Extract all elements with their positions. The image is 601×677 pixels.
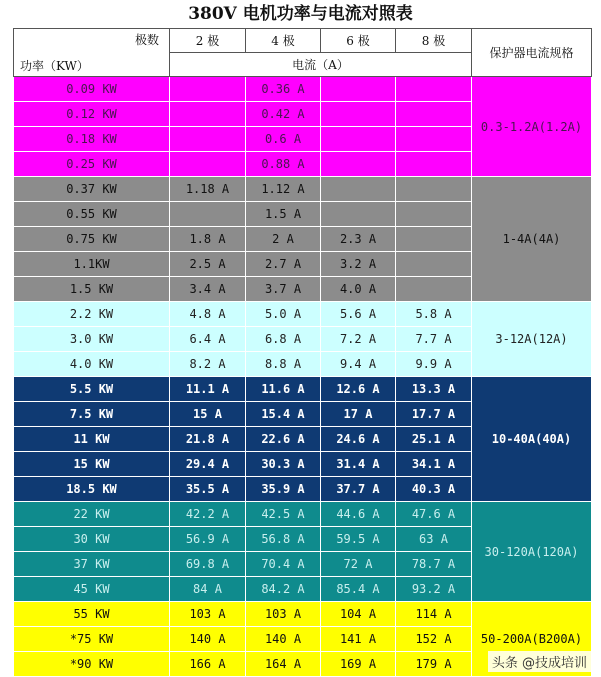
current-cell: 70.4 A [246,552,321,577]
power-label: 功率（KW） [20,59,89,73]
current-cell: 12.6 A [321,377,396,402]
protector-spec-cell: 50-200A(B200A) [472,602,592,677]
current-cell [396,127,472,152]
current-cell: 166 A [170,652,246,677]
current-cell: 114 A [396,602,472,627]
current-cell [321,77,396,102]
current-cell: 85.4 A [321,577,396,602]
current-cell: 1.8 A [170,227,246,252]
current-cell: 6.4 A [170,327,246,352]
current-cell: 103 A [170,602,246,627]
current-unit-header: 电流（A） [170,53,472,77]
power-cell: 1.5 KW [14,277,170,302]
current-cell: 22.6 A [246,427,321,452]
current-cell: 1.18 A [170,177,246,202]
current-cell: 2.3 A [321,227,396,252]
current-cell: 140 A [170,627,246,652]
protector-spec-cell: 30-120A(120A) [472,502,592,602]
current-cell: 11.6 A [246,377,321,402]
current-cell: 13.3 A [396,377,472,402]
current-cell: 7.7 A [396,327,472,352]
current-cell: 169 A [321,652,396,677]
table-row [14,77,592,102]
current-cell: 42.2 A [170,502,246,527]
current-cell [170,202,246,227]
current-cell: 78.7 A [396,552,472,577]
current-cell: 3.7 A [246,277,321,302]
protector-spec-cell: 0.3-1.2A(1.2A) [472,77,592,177]
current-cell: 56.8 A [246,527,321,552]
power-cell: 0.55 KW [14,202,170,227]
current-cell: 3.4 A [170,277,246,302]
current-cell: 84.2 A [246,577,321,602]
col-header-6-pole: 6 极 [321,29,396,53]
current-cell: 104 A [321,602,396,627]
current-cell: 42.5 A [246,502,321,527]
current-cell [396,202,472,227]
current-cell: 72 A [321,552,396,577]
current-cell: 40.3 A [396,477,472,502]
current-cell: 8.8 A [246,352,321,377]
current-cell: 24.6 A [321,427,396,452]
power-cell: 0.09 KW [14,77,170,102]
current-cell [396,227,472,252]
current-cell: 3.2 A [321,252,396,277]
current-cell: 1.12 A [246,177,321,202]
current-cell: 5.8 A [396,302,472,327]
power-cell: 45 KW [14,577,170,602]
current-cell: 35.5 A [170,477,246,502]
current-cell: 179 A [396,652,472,677]
table-row [14,377,592,402]
table-row [14,502,592,527]
table-row [14,302,592,327]
current-cell [170,152,246,177]
table-body [14,29,592,677]
current-cell: 8.2 A [170,352,246,377]
current-cell: 11.1 A [170,377,246,402]
current-cell: 6.8 A [246,327,321,352]
power-cell: 15 KW [14,452,170,477]
col-header-2-pole: 2 极 [170,29,246,53]
current-cell: 35.9 A [246,477,321,502]
current-cell: 5.6 A [321,302,396,327]
current-cell [321,152,396,177]
power-cell: 0.18 KW [14,127,170,152]
protector-spec-cell: 1-4A(4A) [472,177,592,302]
current-cell [321,102,396,127]
current-cell [170,77,246,102]
power-cell: 5.5 KW [14,377,170,402]
current-cell: 0.42 A [246,102,321,127]
header-row [14,29,592,53]
current-cell: 44.6 A [321,502,396,527]
current-cell: 2 A [246,227,321,252]
power-cell: *75 KW [14,627,170,652]
current-cell: 17.7 A [396,402,472,427]
current-cell: 17 A [321,402,396,427]
power-cell: 37 KW [14,552,170,577]
power-cell: 22 KW [14,502,170,527]
current-cell [396,152,472,177]
power-cell: 11 KW [14,427,170,452]
current-cell: 152 A [396,627,472,652]
poles-label: 极数 [134,33,159,47]
power-cell: 18.5 KW [14,477,170,502]
power-cell: 0.75 KW [14,227,170,252]
current-cell [396,252,472,277]
current-cell: 37.7 A [321,477,396,502]
power-cell: 7.5 KW [14,402,170,427]
current-cell: 21.8 A [170,427,246,452]
current-cell: 69.8 A [170,552,246,577]
current-cell: 93.2 A [396,577,472,602]
power-cell: 0.37 KW [14,177,170,202]
current-cell [170,102,246,127]
power-cell: 2.2 KW [14,302,170,327]
current-cell: 4.8 A [170,302,246,327]
col-header-8-pole: 8 极 [396,29,472,53]
current-cell: 0.36 A [246,77,321,102]
current-cell: 141 A [321,627,396,652]
table-row [14,177,592,202]
current-cell: 2.7 A [246,252,321,277]
current-cell [321,202,396,227]
current-cell: 140 A [246,627,321,652]
current-cell: 15 A [170,402,246,427]
current-cell: 103 A [246,602,321,627]
current-cell: 25.1 A [396,427,472,452]
current-cell [396,77,472,102]
power-cell: *90 KW [14,652,170,677]
current-cell: 164 A [246,652,321,677]
source-watermark: 头条 @技成培训 [488,651,591,672]
current-cell: 31.4 A [321,452,396,477]
corner-header-cell [14,29,170,77]
current-cell: 1.5 A [246,202,321,227]
current-cell [396,177,472,202]
current-cell: 30.3 A [246,452,321,477]
current-cell [396,277,472,302]
current-cell: 56.9 A [170,527,246,552]
current-cell [396,102,472,127]
current-cell: 84 A [170,577,246,602]
power-cell: 4.0 KW [14,352,170,377]
current-cell: 0.6 A [246,127,321,152]
protector-header: 保护器电流规格 [472,29,592,77]
power-cell: 3.0 KW [14,327,170,352]
current-cell: 0.88 A [246,152,321,177]
current-cell [321,127,396,152]
power-cell: 0.25 KW [14,152,170,177]
power-cell: 30 KW [14,527,170,552]
current-cell: 34.1 A [396,452,472,477]
current-cell: 47.6 A [396,502,472,527]
current-cell: 63 A [396,527,472,552]
current-cell [321,177,396,202]
current-cell: 2.5 A [170,252,246,277]
protector-spec-cell: 3-12A(12A) [472,302,592,377]
current-cell [170,127,246,152]
current-cell: 5.0 A [246,302,321,327]
power-cell: 1.1KW [14,252,170,277]
current-cell: 9.9 A [396,352,472,377]
col-header-4-pole: 4 极 [246,29,321,53]
current-cell: 7.2 A [321,327,396,352]
current-cell: 9.4 A [321,352,396,377]
protector-spec-cell: 10-40A(40A) [472,377,592,502]
current-cell: 15.4 A [246,402,321,427]
power-cell: 0.12 KW [14,102,170,127]
current-cell: 59.5 A [321,527,396,552]
current-cell: 29.4 A [170,452,246,477]
table-row [14,602,592,627]
current-cell: 4.0 A [321,277,396,302]
motor-current-table [13,28,592,677]
page-title: 380V 电机功率与电流对照表 [188,4,413,24]
power-cell: 55 KW [14,602,170,627]
